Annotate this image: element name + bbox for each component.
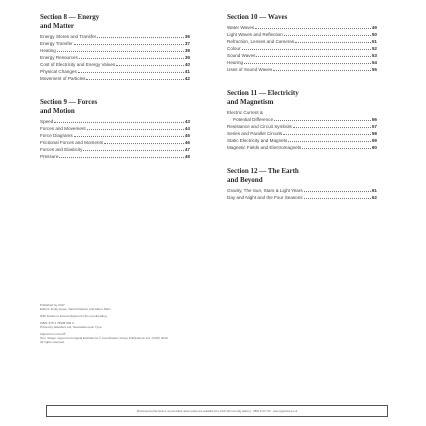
toc-entry [40,47,190,54]
toc-entry-title: Day and Night and the Four Seasons [227,195,303,200]
credit-line: Editors: Emily Howe, Sarah Pattison and Alison Palin [40,307,111,311]
toc-entry [40,40,190,47]
dot-leader [273,70,371,71]
toc-right-column [227,13,377,217]
toc-entry-title: Series and Parallel Circuits [227,131,283,136]
toc-entry-title: Sound Waves [227,53,256,58]
publisher-credits [40,303,340,344]
toc-entry [227,38,377,45]
toc-entry [227,137,377,144]
toc-entry [40,33,190,40]
toc-entry-title: Speed [40,119,54,124]
toc-entry [227,116,377,123]
credit-line: Text, design, layout and original illustrations © Coordination Group Publications Ltd. (CGP) 2019 [40,336,168,340]
toc-entry-title: Energy Resources [40,55,78,60]
toc-left-column [40,13,190,176]
toc-entry [227,66,377,73]
toc-entry [227,123,377,130]
section-title: Section 12 — The Earth and Beyond [227,167,299,184]
toc-entry [40,61,190,68]
dot-leader [74,136,184,137]
dot-leader [78,72,184,73]
toc-entry-page: 49 [371,25,377,30]
toc-entry-page: 47 [184,147,190,152]
toc-entry-title: Resistance and Circuit Symbols [227,124,292,129]
toc-entry-title: Light Waves and Reflection [227,32,283,37]
dot-leader [295,42,371,43]
toc-entry-title: Pressure [40,154,59,159]
toc-entry-page: 39 [184,55,190,60]
dot-leader [97,37,184,38]
toc-entry [227,59,377,66]
toc-entry-title: Gravity, The Sun, Stars & Light Years [227,188,303,193]
dot-leader [304,198,371,199]
toc-entry-title: Static Electricity and Magnets [227,138,288,143]
dot-leader [57,51,184,52]
dot-leader [284,35,371,36]
dot-leader [116,65,184,66]
credit-line: Printed by Elanders Ltd, Newcastle upon Tyne. [40,325,103,329]
toc-entry-page: 48 [184,154,190,159]
dot-leader [304,191,371,192]
section-9 [40,98,190,160]
toc-entry [40,132,190,139]
toc-entry-title: Uses of Sound Waves [227,67,273,72]
toc-entry-page: 44 [184,126,190,131]
toc-entry-title: Hearing [227,60,244,65]
toc-entry-page: 46 [184,140,190,145]
credit-line: ISBN: 978 1 78908 000 0 [40,321,74,325]
footer-text: Photocopying this book is not permitted. Extra copies are available from CGP with next day delivery · 0800 1712 712 · www.cgpbooks.co.uk [136,409,298,413]
section-10 [227,13,377,73]
toc-entry [40,139,190,146]
dot-leader [54,122,184,123]
section-8 [40,13,190,82]
dot-leader [86,79,183,80]
section-title: Section 11 — Electricity and Magnetism [227,89,299,106]
toc-entry-page: 58 [371,131,377,136]
toc-entry-page: 61 [371,188,377,193]
toc-entry-title: Water Waves [227,25,255,30]
section-title: Section 10 — Waves [227,13,288,21]
dot-leader [83,150,183,151]
toc-entry-page: 57 [371,124,377,129]
toc-entry [227,31,377,38]
dot-leader [87,129,184,130]
section-12 [227,167,377,201]
dot-leader [244,63,371,64]
toc-entry-title: Refraction, Lenses and Cameras [227,39,295,44]
toc-entry [40,54,190,61]
toc-entry [227,187,377,194]
toc-entry [40,153,190,160]
toc-entry-page: 55 [371,67,377,72]
toc-entry-title: Energy Transfer [40,41,73,46]
footer-notice [46,405,388,417]
toc-entry-page: 62 [371,195,377,200]
toc-entry [40,118,190,125]
dot-leader [74,44,184,45]
toc-entry [227,194,377,201]
toc-entry-page: 52 [371,46,377,51]
toc-entry-title: Potential Difference [233,117,274,122]
toc-entry-page: 60 [371,145,377,150]
dot-leader [302,148,371,149]
toc-entry-title: Heating [40,48,56,53]
credit-line: All rights reserved. [40,340,65,344]
section-8-items [40,33,190,82]
toc-entry-page: 38 [184,48,190,53]
credit-line: Published by CGP [40,303,65,307]
toc-entry-page: 37 [184,41,190,46]
section-11 [227,89,377,151]
toc-entry-title: Magnetic Fields and Electromagnets [227,145,302,150]
credit-line: Clipart from Corel® [40,332,66,336]
toc-entry-title: Electric Current & [227,110,263,115]
toc-entry [227,144,377,151]
toc-entry-page: 53 [371,53,377,58]
section-12-items [227,187,377,201]
toc-entry-page: 51 [371,39,377,44]
toc-entry-title: Forces and Movement [40,126,86,131]
toc-entry [227,24,377,31]
toc-entry-title: Energy Stores and Transfer [40,34,97,39]
dot-leader [293,127,371,128]
toc-entry-page: 56 [371,117,377,122]
credit-line: With thanks to Emma Clayton for the proofreading. [40,314,108,318]
dot-leader [242,49,371,50]
toc-entry [40,68,190,75]
section-9-items [40,118,190,160]
toc-entry-page: 36 [184,34,190,39]
toc-entry-page: 42 [184,76,190,81]
toc-entry [40,75,190,82]
dot-leader [274,120,371,121]
toc-entry-title: Colour [227,46,241,51]
toc-entry-page: 50 [371,32,377,37]
toc-entry-title: Cost of Electricity and Energy Values [40,62,116,67]
section-11-items [227,109,377,151]
dot-leader [283,134,371,135]
toc-entry-title: Movement of Particles [40,76,86,81]
toc-entry-page: 59 [371,138,377,143]
toc-entry-title: Frictional Forces and Moments [40,140,104,145]
toc-entry-title: Forces and Elasticity [40,147,83,152]
toc-entry-page: 43 [184,119,190,124]
section-10-items [227,24,377,73]
toc-entry-title: Force Diagrams [40,133,73,138]
dot-leader [288,141,371,142]
toc-entry-page: 40 [184,62,190,67]
toc-entry [40,125,190,132]
toc-entry [40,146,190,153]
toc-entry-page: 54 [371,60,377,65]
dot-leader [59,157,183,158]
toc-entry-title: Physical Changes [40,69,77,74]
dot-leader [104,143,184,144]
toc-entry [227,45,377,52]
dot-leader [255,28,371,29]
toc-entry [227,130,377,137]
toc-entry-page: 45 [184,133,190,138]
dot-leader [79,58,184,59]
dot-leader [256,56,370,57]
toc-entry-page: 41 [184,69,190,74]
section-title: Section 9 — Forces and Motion [40,98,98,115]
section-title: Section 8 — Energy and Matter [40,13,100,30]
toc-entry [227,109,377,116]
toc-entry [227,52,377,59]
